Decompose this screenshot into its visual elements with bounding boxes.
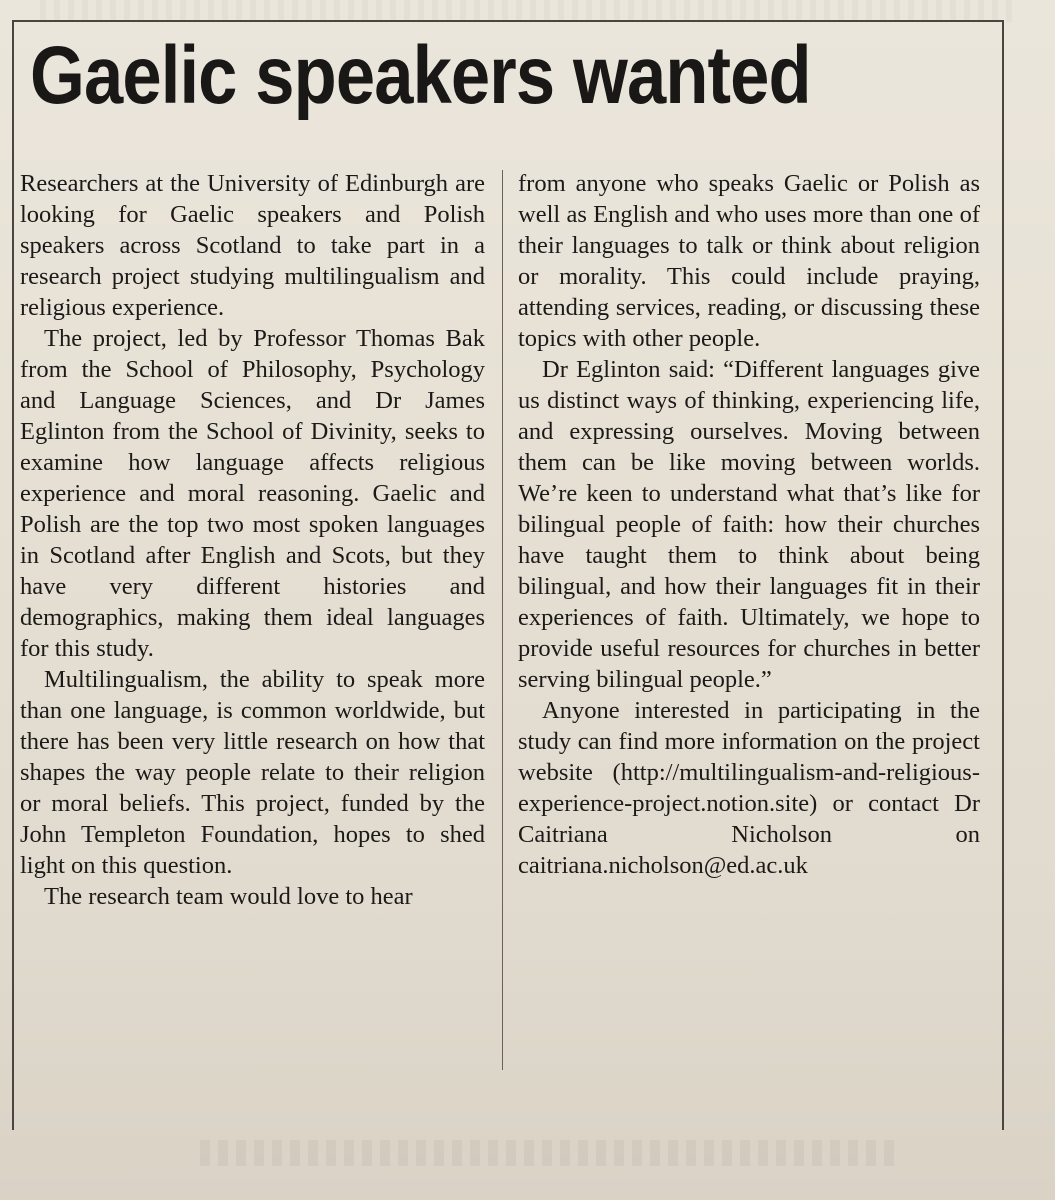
paragraph: Researchers at the University of Edinburgh are looking for Gaelic speakers and Polish speakers across Scotland to take part in a research project studying multilingualism and religious experience. — [20, 170, 485, 321]
left-column — [20, 168, 485, 912]
paragraph: The research team would love to hear — [44, 883, 413, 910]
paragraph: Anyone interested in participating in the study can find more information on the project website (http://multilingualism-and-religious-experience-project.notion.site) or contact Dr Caitriana Nicholson on caitriana.nicholson@ed.ac.uk — [518, 697, 980, 879]
headline: Gaelic speakers wanted — [30, 30, 811, 121]
paragraph: The project, led by Professor Thomas Bak from the School of Philosophy, Psychology and Language Sciences, and Dr James Eglinton from the School of Divinity, seeks to examine how language affects religious experience and moral reasoning. Gaelic and Polish are the top two most spoken languages in Scotland after English and Scots, but they have very different histories and demographics, making them ideal languages for this study. — [20, 325, 485, 662]
bleed-through-text — [200, 1140, 900, 1166]
column-divider — [502, 170, 503, 1070]
paragraph: from anyone who speaks Gaelic or Polish as well as English and who uses more than one of their languages to talk or think about religion or morality. This could include praying, attending services, reading, or discussing these topics with other people. — [518, 170, 980, 352]
bleed-through-text — [40, 0, 1020, 22]
paragraph: Dr Eglinton said: “Different languages give us distinct ways of thinking, experiencing life, and expressing ourselves. Moving between them can be like moving between worlds. We’re keen to understand what that’s like for bilingual people of faith: how their churches have taught them to think about being bilingual, and how their languages fit in their experiences of faith. Ultimately, we hope to provide useful resources for churches in better serving bilingual people.” — [518, 356, 980, 693]
right-column — [518, 168, 980, 881]
paragraph: Multilingualism, the ability to speak more than one language, is common worldwide, but there has been very little research on how that shapes the way people relate to their religion or moral beliefs. This project, funded by the John Templeton Foundation, hopes to shed light on this question. — [20, 666, 485, 879]
